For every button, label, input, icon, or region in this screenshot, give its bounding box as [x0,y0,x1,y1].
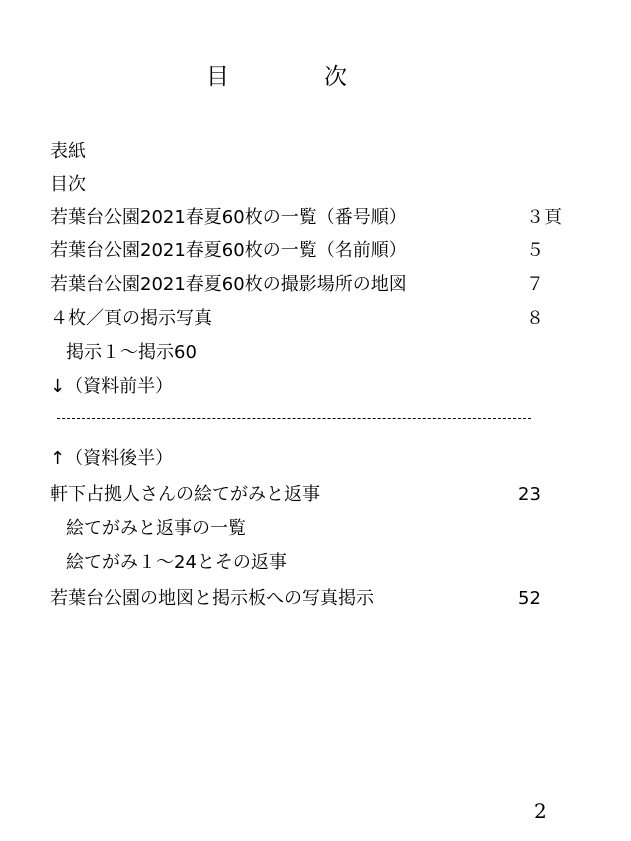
toc-entry-label: 若葉台公園の地図と掲示板への写真掲示 [50,588,374,609]
toc-entry-label: 若葉台公園2021春夏60枚の一覧（番号順） [50,207,407,228]
toc-entry-page: 23 [518,484,541,505]
page-number: 2 [534,799,547,823]
section-divider [57,418,531,419]
toc-entry-label: ↓（資料前半） [50,376,174,397]
page-title: 目 次 [206,64,383,90]
toc-entry-page: 52 [518,588,541,609]
toc-entry-page: ５ [526,240,544,261]
toc-entry-label: 掲示１～掲示60 [66,342,197,363]
toc-entry-label: 軒下占拠人さんの絵てがみと返事 [50,484,320,505]
toc-entry-label: 表紙 [50,141,86,162]
toc-entry-label: 若葉台公園2021春夏60枚の撮影場所の地図 [50,274,407,295]
toc-entry-label: ４枚／頁の掲示写真 [50,308,212,329]
toc-entry-label: 若葉台公園2021春夏60枚の一覧（名前順） [50,240,407,261]
toc-entry-page: ７ [526,274,544,295]
toc-entry-page: ８ [526,308,544,329]
toc-entry-label: 目次 [50,174,86,195]
toc-entry-label: ↑（資料後半） [50,448,174,469]
toc-entry-label: 絵てがみ１～24とその返事 [66,552,287,573]
toc-entry-label: 絵てがみと返事の一覧 [66,518,246,539]
toc-entry-page: ３頁 [526,207,562,228]
